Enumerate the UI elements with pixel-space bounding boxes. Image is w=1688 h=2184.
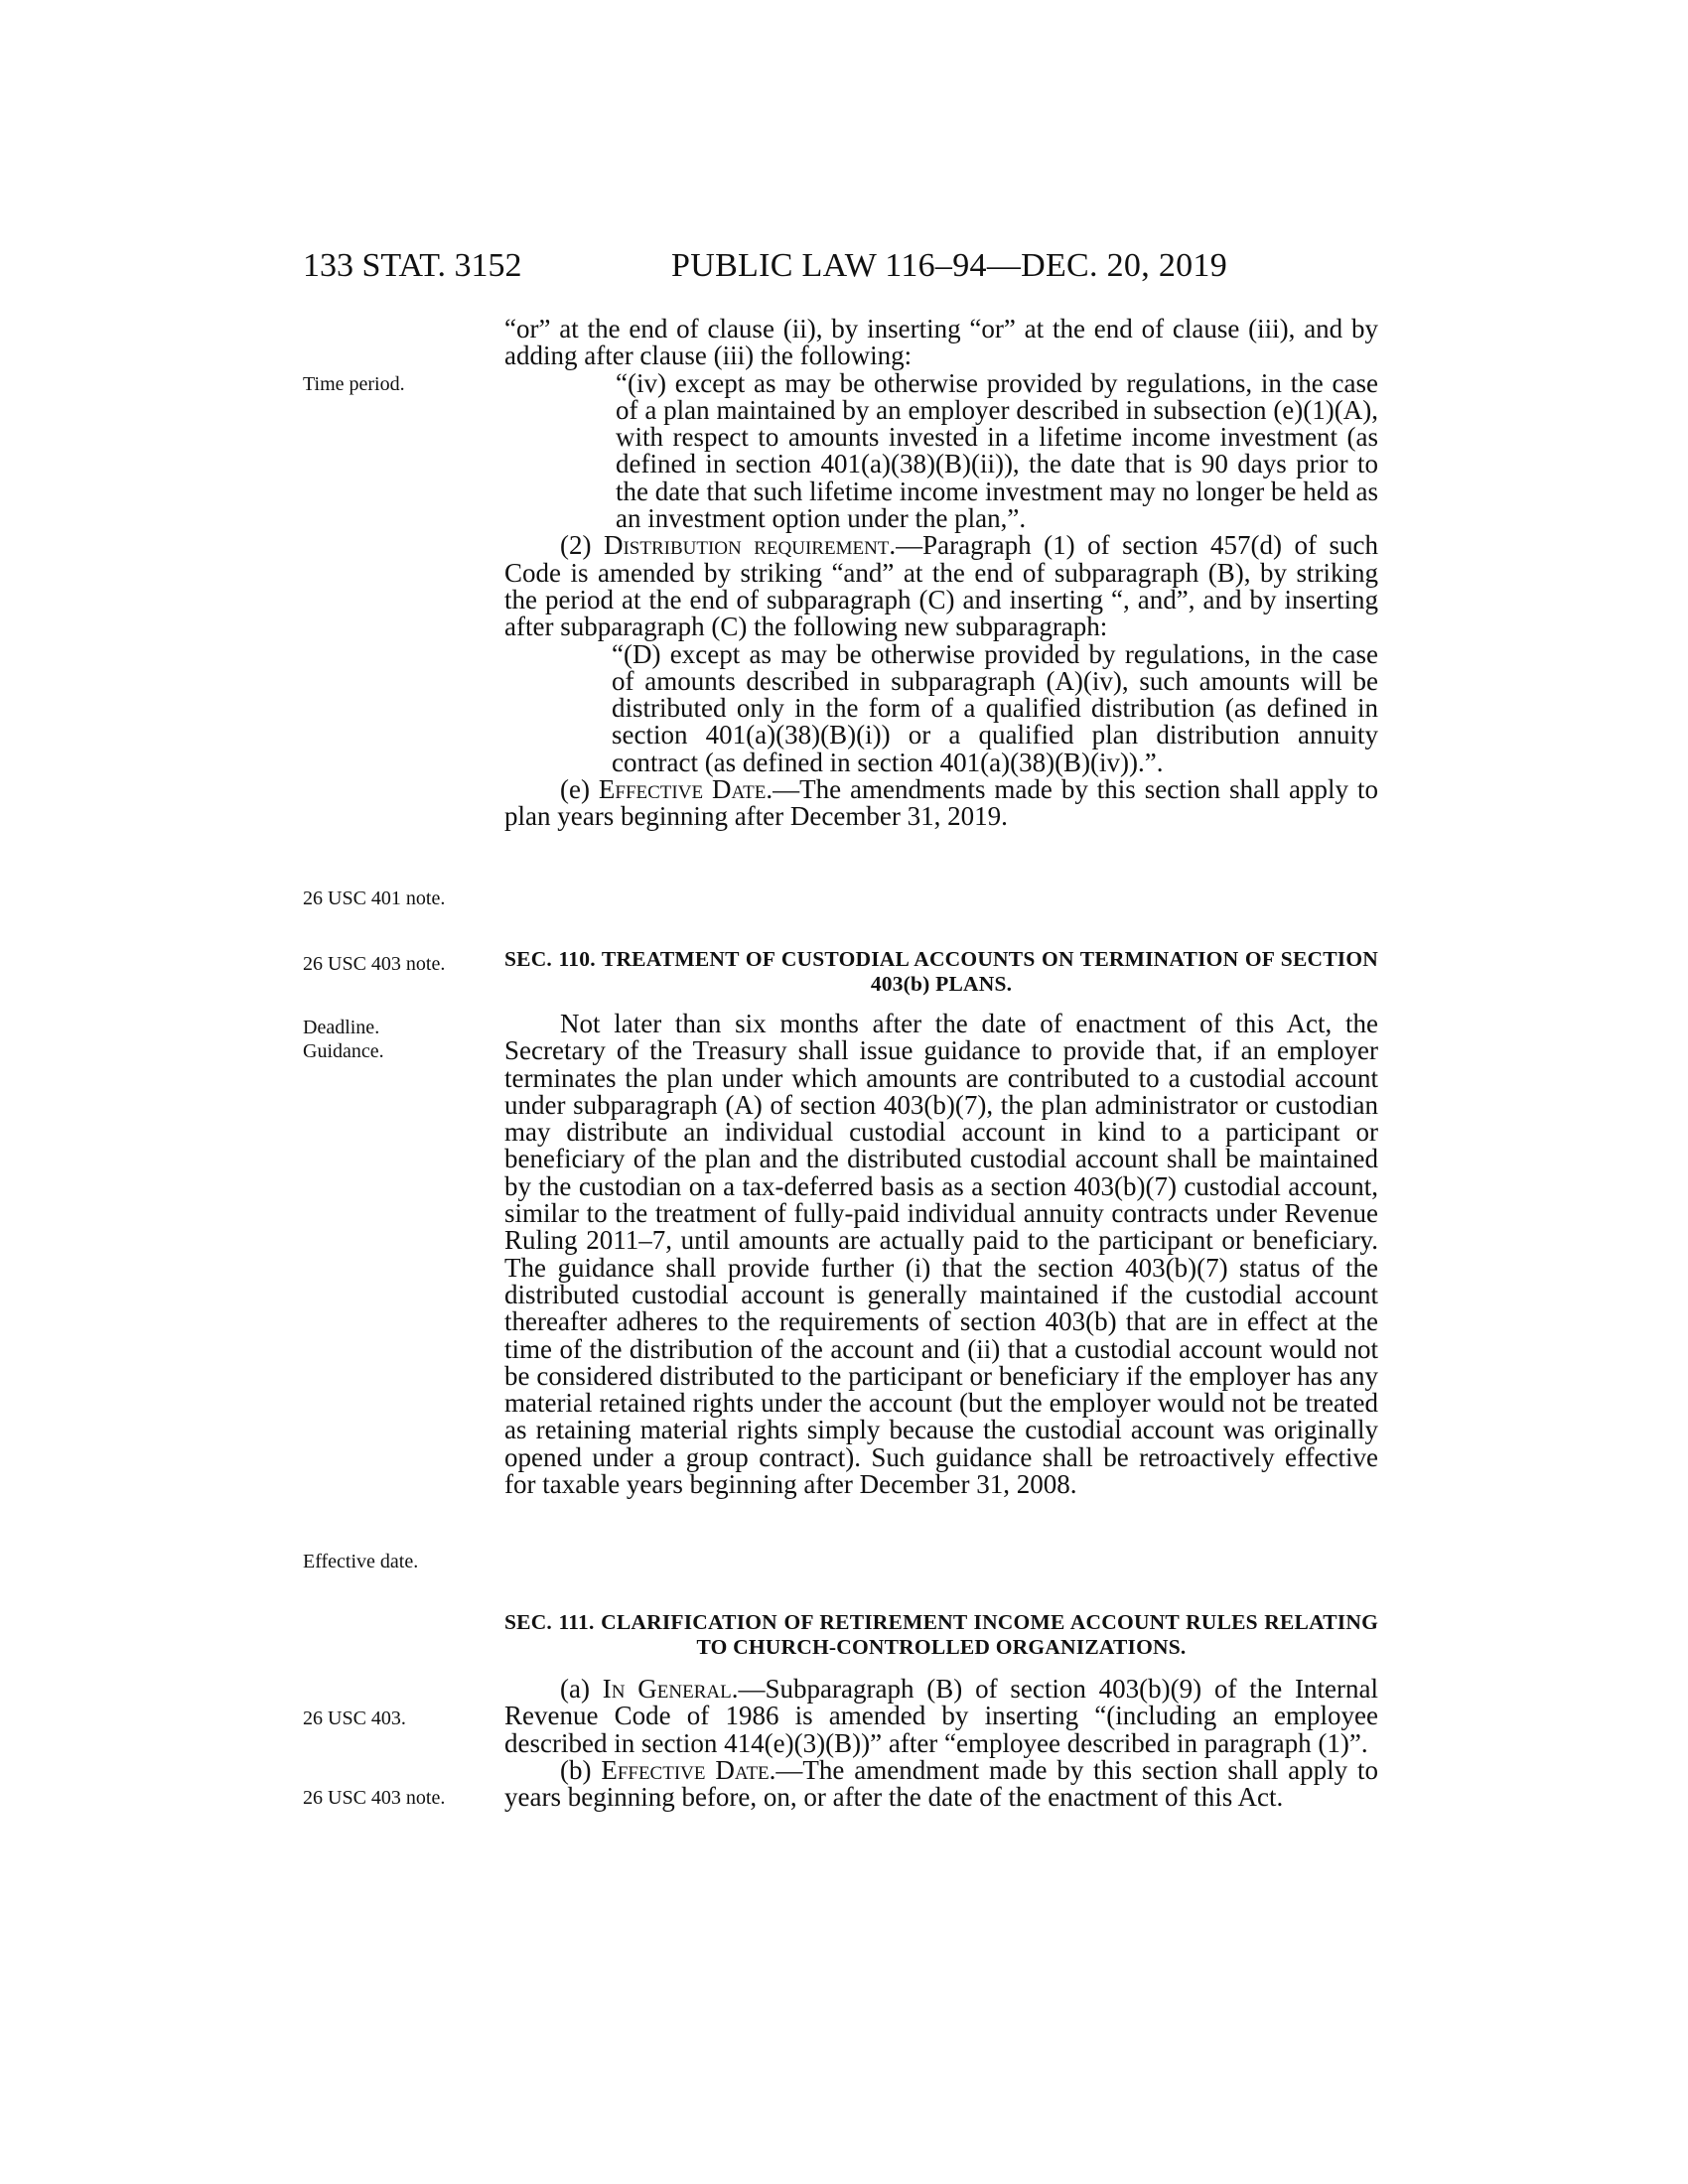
subparagraph-d-text: “(D) except as may be otherwise provided by regulations, in the case of amounts described in subparagraph (A)(iv), such amounts will be distributed only in the form of a qualified distribution (as defined in section 401(a)(38)(B)(i)) or a qualified plan distribution annuity contract (as defined in section 401(a)(38)(B)(iv)).”. [612,638,1378,777]
subsection-b-body: .—The amendment made by this section shall apply to years beginning before, on, or after the date of the enactment of this Act. [504,1754,1379,1813]
paragraph-2-title: Distribution requirement [603,530,890,561]
margin-note-time-period: Time period. [303,373,405,395]
public-law-title: PUBLIC LAW 116–94—DEC. 20, 2019 [671,247,1228,284]
clause-iv-text: “(iv) except as may be otherwise provided by regulations, in the case of a plan maintained by an employer described in subsection (e)(1)(A), with respect to amounts invested in a lifetime income investment (as defined in section 401(a)(38)(B)(ii)), the date that is 90 days prior to the date that such lifetime income investment may no longer be held as an investment option under the plan,”. [616,367,1378,534]
continuation-block [504,316,1378,831]
subsection-a-title: In General [602,1674,732,1704]
subsection-a-label: (a) [560,1674,603,1704]
subsection-b-title: Effective Date [601,1754,770,1785]
subsection-e-effective-date [504,776,1378,831]
section-110-body-block [504,1011,1378,1498]
margin-note-usc-401-note: 26 USC 401 note. [303,887,446,909]
subsection-e-body: .—The amendments made by this section shall apply to plan years beginning after December 31, 2019. [504,774,1378,832]
section-111-body-block [504,1676,1378,1811]
margin-note-guidance: Guidance. [303,1040,384,1062]
subsection-b-label: (b) [560,1754,602,1785]
subparagraph-d-quote [504,638,1378,777]
clause-iv-quote [504,367,1378,534]
paragraph-2-label: (2) [560,530,604,561]
section-110-body: Not later than six months after the date of enactment of this Act, the Secretary of the Treasury shall issue guidance to provide that, if an employer terminates the plan under which amounts are contributed to a custodial account under subparagraph (A) of section 403(b)(7), the plan administrator or custodian may distribute an individual custodial account in kind to a participant or beneficiary of the plan and the distributed custodial account shall be maintained by the custodian on a tax-deferred basis as a section 403(b)(7) custodial account, similar to the treatment of fully-paid individual annuity contracts under Revenue Ruling 2011–7, until amounts are actually paid to the participant or beneficiary. The guidance shall provide further (i) that the section 403(b)(7) status of the distributed custodial account is generally maintained if the custodial account thereafter adheres to the requirements of section 403(b) that are in effect at the time of the distribution of the account and (ii) that a custodial account would not be considered distributed to the participant or beneficiary if the employer has any material retained rights under the account (but the employer would not be treated as retaining material rights simply because the custodial account was originally opened under a group contract). Such guidance shall be retroactively effective for taxable years beginning after December 31, 2008. [504,1009,1378,1500]
margin-note-usc-403: 26 USC 403. [303,1707,406,1729]
subsection-a-body: .—Subparagraph (B) of section 403(b)(9) of the Internal Revenue Code of 1986 is amended by inserting “(including an employee described in section 414(e)(3)(B))” after “employee described in paragraph (1)”. [504,1674,1378,1758]
margin-note-usc-403-note: 26 USC 403 note. [303,953,446,975]
paragraph-2-body: .—Paragraph (1) of section 457(d) of such Code is amended by striking “and” at the end of subparagraph (B), by striking the period at the end of subparagraph (C) and inserting “, and”, and by inserting after subparagraph (C) the following new subparagraph: [504,530,1378,642]
margin-note-effective-date: Effective date. [303,1551,419,1572]
running-header [303,244,1377,288]
clause-continuation: “or” at the end of clause (ii), by inserting “or” at the end of clause (iii), and by adding after clause (iii) the following: [504,314,1378,371]
section-111-heading: SEC. 111. CLARIFICATION OF RETIREMENT INCOME ACCOUNT RULES RELATING TO CHURCH-CONTROLLED ORGANIZATIONS. [504,1610,1378,1659]
section-111-subsection-a [504,1676,1378,1757]
subsection-e-label: (e) [560,774,599,805]
stat-page-number: 133 STAT. 3152 [303,247,522,284]
paragraph-2-distribution-requirement [504,532,1378,640]
section-110-heading: SEC. 110. TREATMENT OF CUSTODIAL ACCOUNTS ON TERMINATION OF SECTION 403(b) PLANS. [504,947,1378,996]
margin-note-deadline: Deadline. [303,1017,380,1038]
subsection-e-title: Effective Date [598,774,767,805]
section-111-subsection-b [504,1754,1379,1813]
margin-note-usc-403-note-2: 26 USC 403 note. [303,1787,446,1809]
